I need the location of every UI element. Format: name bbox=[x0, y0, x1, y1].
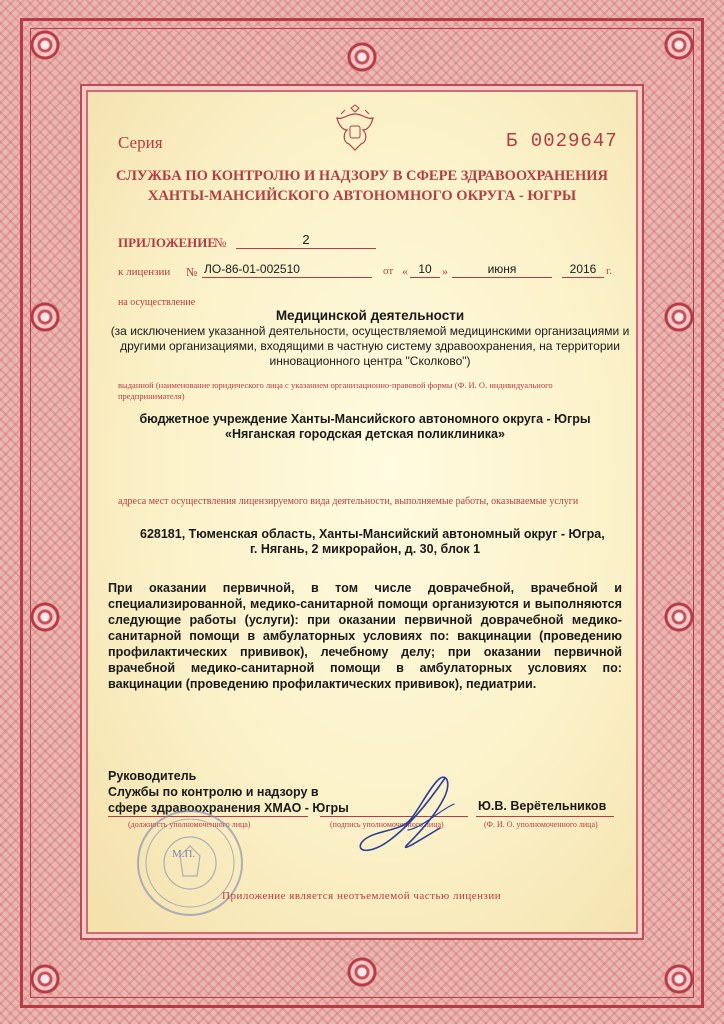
corner-rosette-icon bbox=[662, 962, 696, 996]
appendix-number-sign: № bbox=[214, 235, 227, 250]
organization-line1: бюджетное учреждение Ханты-Мансийского автономного округа - Югры bbox=[139, 412, 591, 426]
activity-label: на осуществление bbox=[118, 297, 196, 308]
quote-close: » bbox=[442, 264, 448, 278]
quote-open: « bbox=[402, 264, 408, 278]
license-from: от bbox=[383, 265, 394, 277]
caption-position: (должность уполномоченного лица) bbox=[128, 820, 251, 829]
side-rosette-icon bbox=[662, 300, 696, 334]
caption-name: (Ф. И. О. уполномоченного лица) bbox=[484, 820, 598, 829]
corner-rosette-icon bbox=[662, 28, 696, 62]
address-label: адреса мест осуществления лицензируемого вида деятельности, выполняемые работы, оказываемые услуги bbox=[118, 496, 579, 507]
activity-title: Медицинской деятельности bbox=[275, 308, 465, 323]
license-day: 10 bbox=[410, 262, 440, 278]
name-underline bbox=[476, 816, 614, 817]
series-label: Серия bbox=[118, 133, 163, 152]
license-prefix: к лицензии bbox=[118, 266, 171, 278]
signer-name: Ю.В. Верётельников bbox=[478, 799, 607, 813]
side-rosette-icon bbox=[662, 600, 696, 634]
caption-signature: (подпись уполномоченного лица) bbox=[330, 820, 444, 829]
series-number: Б 0029647 bbox=[506, 130, 618, 152]
corner-rosette-icon bbox=[28, 28, 62, 62]
side-rosette-icon bbox=[28, 600, 62, 634]
issued-hint: (наименование юридического лица с указанием организационно-правовой формы (Ф. И. О. индивидуального предпринимателя) bbox=[118, 380, 553, 401]
agency-name-line2: ХАНТЫ-МАНСИЙСКОГО АВТОНОМНОГО ОКРУГА - ЮГРЫ bbox=[147, 188, 577, 204]
activity-note: (за исключением указанной деятельности, осуществляемой медицинскими организациями и другими организациями, входящими в частную систему здравоохранения, на территории инновационного центра "Сколково") bbox=[110, 324, 630, 368]
license-year: 2016 bbox=[562, 262, 604, 278]
organization-line2: «Няганская городская детская поликлиника» bbox=[225, 427, 505, 441]
handwritten-signature-icon bbox=[350, 770, 480, 870]
agency-name-line1: СЛУЖБА ПО КОНТРОЛЮ И НАДЗОРУ В СФЕРЕ ЗДРАВООХРАНЕНИЯ bbox=[115, 168, 608, 184]
appendix-label: ПРИЛОЖЕНИЕ bbox=[118, 235, 217, 250]
bottom-rosette-icon bbox=[345, 955, 379, 989]
side-rosette-icon bbox=[28, 300, 62, 334]
corner-rosette-icon bbox=[28, 962, 62, 996]
top-rosette-icon bbox=[345, 40, 379, 74]
signer-position-line2: Службы по контролю и надзору в bbox=[108, 785, 319, 799]
appendix-number: 2 bbox=[236, 232, 376, 249]
issued-label: выданной bbox=[118, 380, 154, 390]
address-line2: г. Нягань, 2 микрорайон, д. 30, блок 1 bbox=[249, 542, 481, 556]
services-text: При оказании первичной, в том числе доврачебной, врачебной и специализированной, медико-санитарной помощи организуются и выполняются следующие работы (услуги): при оказании первичной доврачебной медико-санитарной помощи в амбулаторных условиях по: вакцинации (проведению профилактических прививок), лечебному делу; при оказании первичной врачебной медико-санитарной помощи в амбулаторных условиях по: вакцинации (проведению профилактических прививок), педиатрии. bbox=[108, 581, 622, 691]
signer-position-line3: сфере здравоохранения ХМАО - Югры bbox=[108, 801, 349, 815]
license-year-suffix: г. bbox=[606, 265, 613, 277]
license-number-sign: № bbox=[186, 265, 198, 279]
coat-of-arms-icon bbox=[333, 104, 377, 154]
stamp-mark: М.П. bbox=[172, 848, 196, 860]
issued-hint-block bbox=[118, 380, 618, 402]
license-month: июня bbox=[452, 262, 552, 278]
license-number: ЛО-86-01-002510 bbox=[202, 262, 372, 278]
address-line1: 628181, Тюменская область, Ханты-Мансийский автономный округ - Югра, bbox=[140, 527, 605, 541]
footer-note: Приложение является неотъемлемой частью лицензии bbox=[222, 890, 502, 902]
signer-position-line1: Руководитель bbox=[108, 769, 197, 783]
